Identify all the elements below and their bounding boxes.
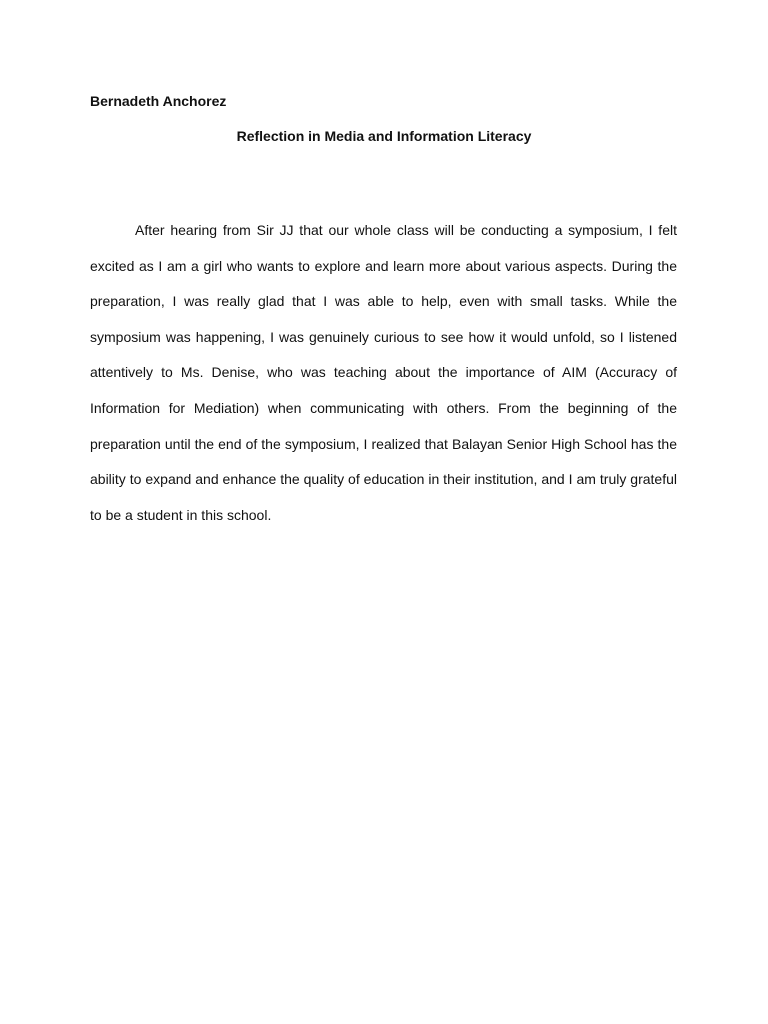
- document-title: Reflection in Media and Information Literacy: [236, 128, 532, 144]
- author-name: Bernadeth Anchorez: [90, 93, 227, 109]
- reflection-paragraph: After hearing from Sir JJ that our whole class will be conducting a symposium, I felt excited as I am a girl who wants to explore and learn more about various aspects. During the preparation, I was really glad that I was able to help, even with small tasks. While the symposium was happening, I was genuinely curious to see how it would unfold, so I listened attentively to Ms. Denise, who was teaching about the importance of AIM (Accuracy of Information for Mediation) when communicating with others. From the beginning of the preparation until the end of the symposium, I realized that Balayan Senior High School has the ability to expand and enhance the quality of education in their institution, and I am truly grateful to be a student in this school.: [90, 222, 677, 523]
